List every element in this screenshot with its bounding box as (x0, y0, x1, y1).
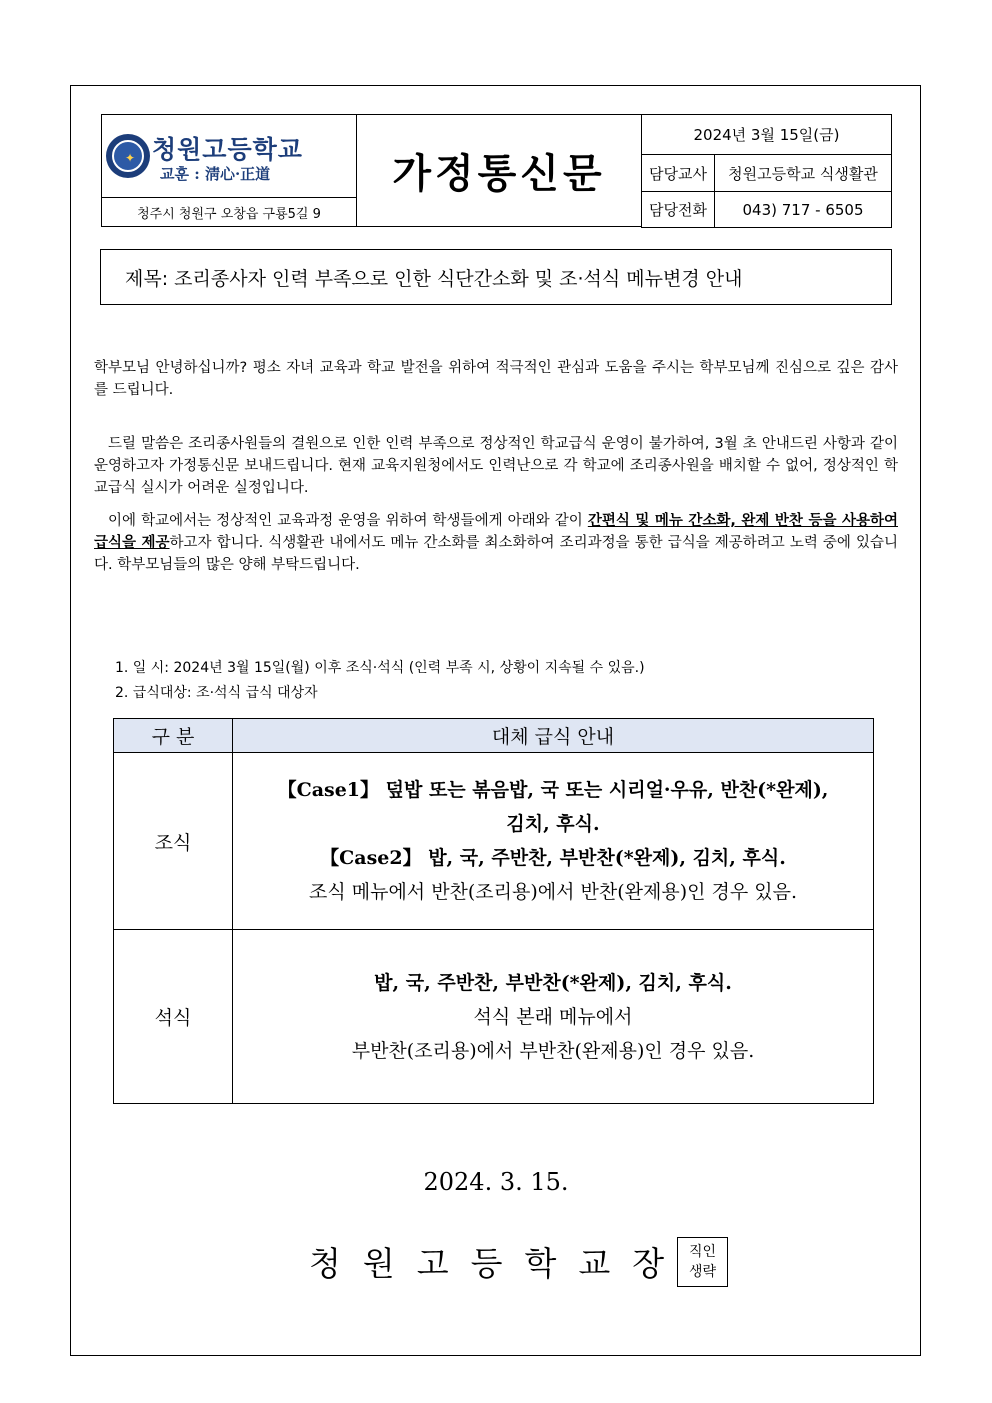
phone-value: 043) 717 - 6505 (714, 191, 892, 228)
meal-guide-table (113, 718, 874, 1104)
notice-paragraph: 드릴 말씀은 조리종사원들의 결원으로 인한 인력 부족으로 정상적인 학교급식 운영이 불가하여, 3월 초 안내드린 사항과 같이 운영하고자 가정통신문 보내드립니다. 현재 교육지원청에서도 인력난으로 각 학교에 조리종사원을 배치할 수 없어, 정상적인 학교급식 실시가 어려운 실정입니다. (94, 436, 898, 496)
plan-emphasis: 간편식 및 메뉴 간소화, 완제 반찬 등을 사용하여 급식을 제공 (94, 513, 898, 551)
subject-line: 제목: 조리종사자 인력 부족으로 인한 식단간소화 및 조·석식 메뉴변경 안내 (100, 249, 892, 305)
detail-item-target: 2. 급식대상: 조·석식 급식 대상자 (115, 685, 318, 701)
phone-label: 담당전화 (641, 191, 715, 228)
row-label-dinner: 석식 (114, 930, 233, 1104)
breakfast-line: 【Case1】 덮밥 또는 볶음밥, 국 또는 시리얼·우유, 반찬(*완제), (277, 779, 829, 801)
school-emblem-icon: ✦ (106, 134, 150, 178)
seal-omitted-box (677, 1237, 728, 1287)
school-motto: 교훈 : 淸心·正道 (160, 165, 271, 183)
greeting-paragraph: 학부모님 안녕하십니까? 평소 자녀 교육과 학교 발전을 위하여 적극적인 관심과 도움을 주시는 학부모님께 진심으로 깊은 감사를 드립니다. (94, 360, 898, 398)
dinner-note: 부반찬(조리용)에서 부반찬(완제용)인 경우 있음. (351, 1039, 755, 1062)
breakfast-guide (233, 753, 874, 930)
table-header-guide: 대체 급식 안내 (233, 719, 874, 753)
breakfast-line: 【Case2】 밥, 국, 주반찬, 부반찬(*완제), 김치, 후식. (320, 847, 786, 869)
school-address: 청주시 청원구 오창읍 구룡5길 9 (101, 197, 357, 227)
principal-signature: 청원고등학교장 (309, 1244, 687, 1283)
breakfast-line: 김치, 후식. (506, 813, 600, 835)
dinner-line: 밥, 국, 주반찬, 부반찬(*완제), 김치, 후식. (374, 971, 732, 994)
table-header-category: 구 분 (114, 719, 233, 753)
dinner-guide (233, 930, 874, 1104)
document-title: 가정통신문 (356, 114, 642, 227)
closing-date: 2024. 3. 15. (423, 1168, 569, 1196)
teacher-value: 청원고등학교 식생활관 (714, 154, 892, 192)
plan-text-end: 하고자 합니다. 식생활관 내에서도 메뉴 간소화를 최소화하여 조리과정을 통한 급식을 제공하려고 노력 중에 있습니다. 학부모님들의 많은 양해 부탁드립니다. (94, 535, 898, 573)
plan-text-start: 이에 학교에서는 정상적인 교육과정 운영을 위하여 학생들에게 아래와 같이 (108, 513, 588, 529)
teacher-label: 담당교사 (641, 154, 715, 192)
detail-item-schedule: 1. 일 시: 2024년 3월 15일(월) 이후 조식·석식 (인력 부족 시, 상황이 지속될 수 있음.) (115, 660, 645, 676)
issue-date: 2024년 3월 15일(금) (641, 114, 892, 155)
breakfast-note: 조식 메뉴에서 반찬(조리용)에서 반찬(완제용)인 경우 있음. (308, 881, 798, 903)
dinner-note: 석식 본래 메뉴에서 (473, 1005, 633, 1028)
seal-text-line2: 생략 (688, 1264, 717, 1280)
plan-paragraph (94, 510, 898, 576)
row-label-breakfast: 조식 (114, 753, 233, 930)
school-name: 청원고등학교 (152, 135, 303, 164)
seal-text-line1: 직인 (688, 1244, 717, 1260)
